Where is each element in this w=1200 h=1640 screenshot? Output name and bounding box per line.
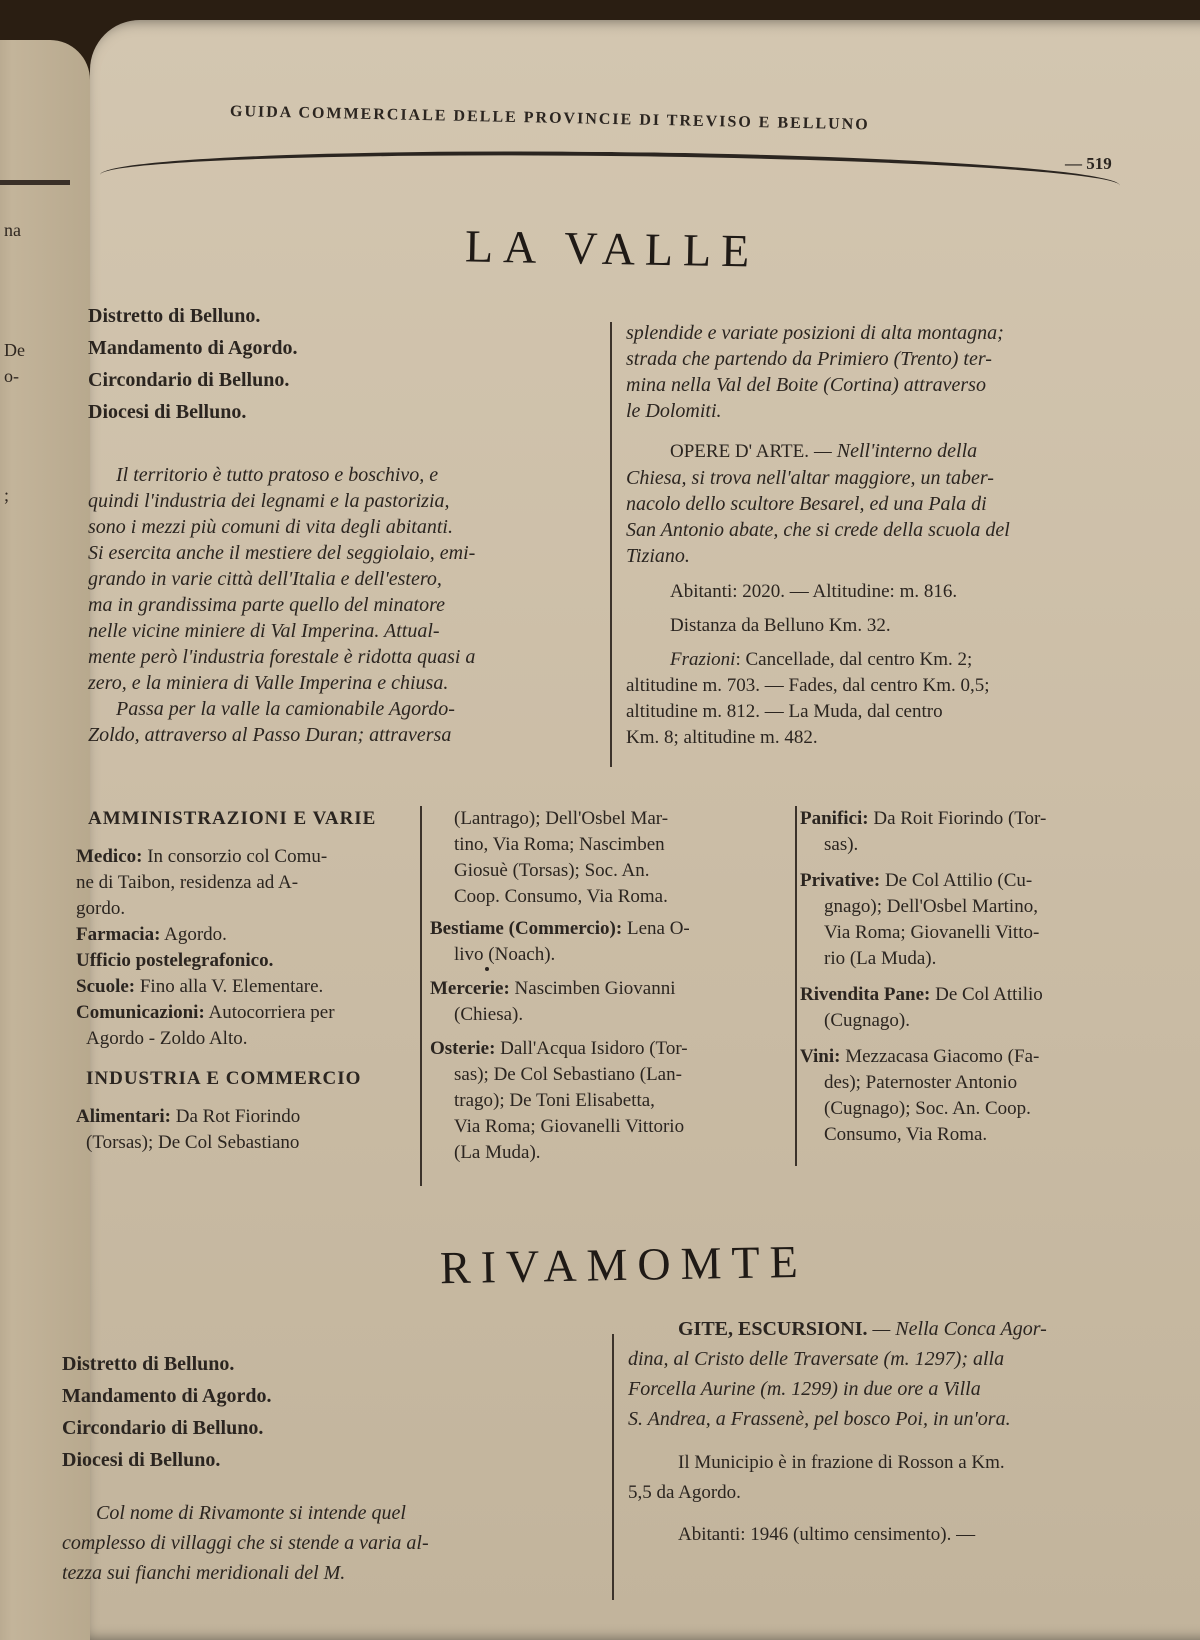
left-page-fragment: o- <box>4 366 19 386</box>
right-line: strada che partendo da Primiero (Trento) ter- <box>626 348 992 370</box>
entry-alimentari <box>76 1104 416 1130</box>
entry-line: Via Roma; Giovanelli Vitto- <box>824 922 1040 943</box>
running-header: GUIDA COMMERCIALE DELLE PROVINCIE DI TREVISO E BELLUNO <box>229 103 870 134</box>
opere-label: OPERE D' ARTE. <box>670 441 809 462</box>
directory-col-2 <box>430 806 790 1166</box>
intro-line: nelle vicine miniere di Val Imperina. Attual- <box>88 620 440 642</box>
entry-label: Scuole: <box>76 976 136 997</box>
entry-line: Giosuè (Torsas); Soc. An. <box>454 860 650 881</box>
entry-comunicazioni <box>76 1000 416 1026</box>
entry-text: Autocorriera per <box>204 1002 335 1023</box>
municipio-line: Il Municipio è in frazione di Rosson a Km. <box>678 1452 1005 1473</box>
entry-label: Farmacia: <box>76 924 161 945</box>
entry-rivendita <box>800 982 1160 1008</box>
frazioni-label: Frazioni <box>670 649 736 670</box>
left-page-fragment: ; <box>4 485 10 505</box>
opere-line: Tiziano. <box>626 545 690 567</box>
municipio-line: 5,5 da Agordo. <box>628 1482 741 1503</box>
entry-text: De Col Attilio (Cu- <box>880 870 1033 891</box>
entry-text: Lena O- <box>622 918 690 939</box>
entry-line: (Chiesa). <box>454 1004 524 1025</box>
entry-label: Comunicazioni: <box>76 1002 205 1023</box>
entry-line: (La Muda). <box>454 1142 541 1163</box>
entry-line: Consumo, Via Roma. <box>824 1124 988 1145</box>
entry-scuole <box>76 974 416 1000</box>
entry-vini <box>800 1044 1160 1070</box>
opere-line: nacolo dello scultore Besarel, ed una Pala di <box>626 493 987 515</box>
entry-label: Bestiame (Commercio): <box>430 918 623 939</box>
entry-text: Da Roit Fiorindo (Tor- <box>868 808 1047 829</box>
entry-text: Agordo. <box>160 924 227 945</box>
intro-line: sono i mezzi più comuni di vita degli abitanti. <box>88 516 453 538</box>
gite-label: GITE, ESCURSIONI. <box>678 1318 868 1340</box>
la-valle-right-col <box>626 320 1146 751</box>
entry-line: (Torsas); De Col Sebastiano <box>86 1132 300 1153</box>
frazioni-line: altitudine m. 812. — La Muda, dal centro <box>626 701 943 722</box>
entry-medico <box>76 844 416 870</box>
stat-line: Abitanti: 2020. — Altitudine: m. 816. <box>670 581 958 602</box>
entry-label: Alimentari: <box>76 1106 171 1127</box>
rivamomte-intro <box>62 1498 602 1588</box>
admin-line: Diocesi di Belluno. <box>62 1449 221 1471</box>
gite-line: S. Andrea, a Frassenè, pel bosco Poi, in un'ora. <box>628 1408 1011 1430</box>
opere-line: Chiesa, si trova nell'altar maggiore, un taber- <box>626 467 994 489</box>
entry-line: des); Paternoster Antonio <box>824 1072 1018 1093</box>
intro-line: complesso di villaggi che si stende a varia al- <box>62 1532 429 1554</box>
stat-line: Distanza da Belluno Km. 32. <box>670 615 891 636</box>
entry-bestiame <box>430 916 790 942</box>
entry-line: Via Roma; Giovanelli Vittorio <box>454 1116 685 1137</box>
opere-line: San Antonio abate, che si crede della scuola del <box>626 519 1010 541</box>
section-title-rivamomte: RIVAMOMTE <box>439 1235 809 1294</box>
column-divider <box>612 1334 614 1600</box>
entry-line: tino, Via Roma; Nascimben <box>454 834 665 855</box>
admin-line: Circondario di Belluno. <box>62 1417 264 1439</box>
opere-line <box>626 438 1146 465</box>
entry-farmacia <box>76 922 416 948</box>
ink-dot-icon <box>485 967 489 971</box>
entry-line: Coop. Consumo, Via Roma. <box>454 886 668 907</box>
entry-line: trago); De Toni Elisabetta, <box>454 1090 655 1111</box>
entry-panifici <box>800 806 1160 832</box>
admin-line: Mandamento di Agordo. <box>62 1385 272 1407</box>
intro-line: grando in varie città dell'Italia e dell'estero, <box>88 568 442 590</box>
entry-text: Mezzacasa Giacomo (Fa- <box>840 1046 1040 1067</box>
intro-line: zero, e la miniera di Valle Imperina e chiusa. <box>88 672 449 694</box>
entry-label: Mercerie: <box>430 978 510 999</box>
entry-line: (Lantrago); Dell'Osbel Mar- <box>454 808 669 829</box>
admin-line: Distretto di Belluno. <box>88 305 261 327</box>
entry-label: Vini: <box>800 1046 841 1067</box>
left-page-rule <box>0 180 70 185</box>
directory-col-3 <box>800 806 1160 1148</box>
entry-label: Panifici: <box>800 808 869 829</box>
entry-text: De Col Attilio <box>930 984 1043 1005</box>
directory-col-1 <box>76 808 416 1156</box>
intro-line: Si esercita anche il mestiere del seggiolaio, emi- <box>88 542 476 564</box>
intro-line: mente però l'industria forestale è ridotta quasi a <box>88 646 476 668</box>
right-line: le Dolomiti. <box>626 400 722 422</box>
gite-line <box>628 1314 1168 1344</box>
intro-line: ma in grandissima parte quello del minatore <box>88 594 446 616</box>
entry-line: sas). <box>824 834 859 855</box>
entry-label: Rivendita Pane: <box>800 984 931 1005</box>
section-heading: INDUSTRIA E COMMERCIO <box>86 1068 362 1089</box>
admin-line: Distretto di Belluno. <box>62 1353 235 1375</box>
entry-text: In consorzio col Comu- <box>142 846 328 867</box>
entry-line: Agordo - Zoldo Alto. <box>86 1028 248 1049</box>
abitanti-line: Abitanti: 1946 (ultimo censimento). — <box>678 1524 976 1545</box>
frazioni-line <box>626 647 1146 673</box>
entry-text: Dall'Acqua Isidoro (Tor- <box>495 1038 688 1059</box>
page-number: — 519 <box>1065 154 1112 173</box>
entry-label: Privative: <box>800 870 881 891</box>
entry-line: livo (Noach). <box>454 944 556 965</box>
right-line: splendide e variate posizioni di alta montagna; <box>626 322 1004 344</box>
section-title-la-valle: LA VALLE <box>464 220 760 277</box>
entry-line: gnago); Dell'Osbel Martino, <box>824 896 1038 917</box>
intro-line: Zoldo, attraverso al Passo Duran; attraversa <box>88 724 452 746</box>
admin-line: Mandamento di Agordo. <box>88 337 298 359</box>
gite-text: — Nella Conca Agor- <box>872 1318 1047 1340</box>
entry-text: Fino alla V. Elementare. <box>135 976 324 997</box>
column-divider <box>420 806 422 1186</box>
la-valle-intro <box>88 462 598 748</box>
entry-ufficio: Ufficio postelegrafonico. <box>76 950 274 971</box>
entry-label: Medico: <box>76 846 143 867</box>
intro-line: tezza sui fianchi meridionali del M. <box>62 1562 346 1584</box>
column-divider <box>795 806 797 1166</box>
frazioni-line: Km. 8; altitudine m. 482. <box>626 727 818 748</box>
intro-line: Passa per la valle la camionabile Agordo- <box>116 698 455 720</box>
entry-line: sas); De Col Sebastiano (Lan- <box>454 1064 682 1085</box>
intro-line: quindi l'industria dei legnami e la pastorizia, <box>88 490 450 512</box>
la-valle-admin <box>88 300 608 428</box>
admin-line: Diocesi di Belluno. <box>88 401 247 423</box>
entry-line: (Cugnago). <box>824 1010 911 1031</box>
entry-line: (Cugnago); Soc. An. Coop. <box>824 1098 1031 1119</box>
left-page-fragment: De <box>4 340 25 360</box>
entry-line: rio (La Muda). <box>824 948 937 969</box>
rivamomte-right-col <box>628 1314 1168 1550</box>
intro-line: Il territorio è tutto pratoso e boschivo, e <box>116 464 439 486</box>
entry-label: Osterie: <box>430 1038 496 1059</box>
section-heading: AMMINISTRAZIONI E VARIE <box>88 808 377 829</box>
entry-mercerie <box>430 976 790 1002</box>
gite-line: dina, al Cristo delle Traversate (m. 1297); alla <box>628 1348 1005 1370</box>
entry-text: Da Rot Fiorindo <box>170 1106 301 1127</box>
entry-privative <box>800 868 1160 894</box>
left-page-fragment: na <box>4 220 21 240</box>
entry-osterie <box>430 1036 790 1062</box>
frazioni-line: altitudine m. 703. — Fades, dal centro Km. 0,5; <box>626 675 990 696</box>
intro-line: Col nome di Rivamonte si intende quel <box>96 1502 406 1524</box>
gite-line: Forcella Aurine (m. 1299) in due ore a Villa <box>628 1378 981 1400</box>
entry-text: Nascimben Giovanni <box>509 978 676 999</box>
rivamomte-admin <box>62 1348 602 1476</box>
column-divider <box>610 322 612 767</box>
entry-line: ne di Taibon, residenza ad A- <box>76 872 299 893</box>
entry-line: gordo. <box>76 898 126 919</box>
frazioni-text: : Cancellade, dal centro Km. 2; <box>735 649 973 670</box>
right-line: mina nella Val del Boite (Cortina) attraverso <box>626 374 986 396</box>
opere-text: — Nell'interno della <box>813 440 978 462</box>
admin-line: Circondario di Belluno. <box>88 369 290 391</box>
